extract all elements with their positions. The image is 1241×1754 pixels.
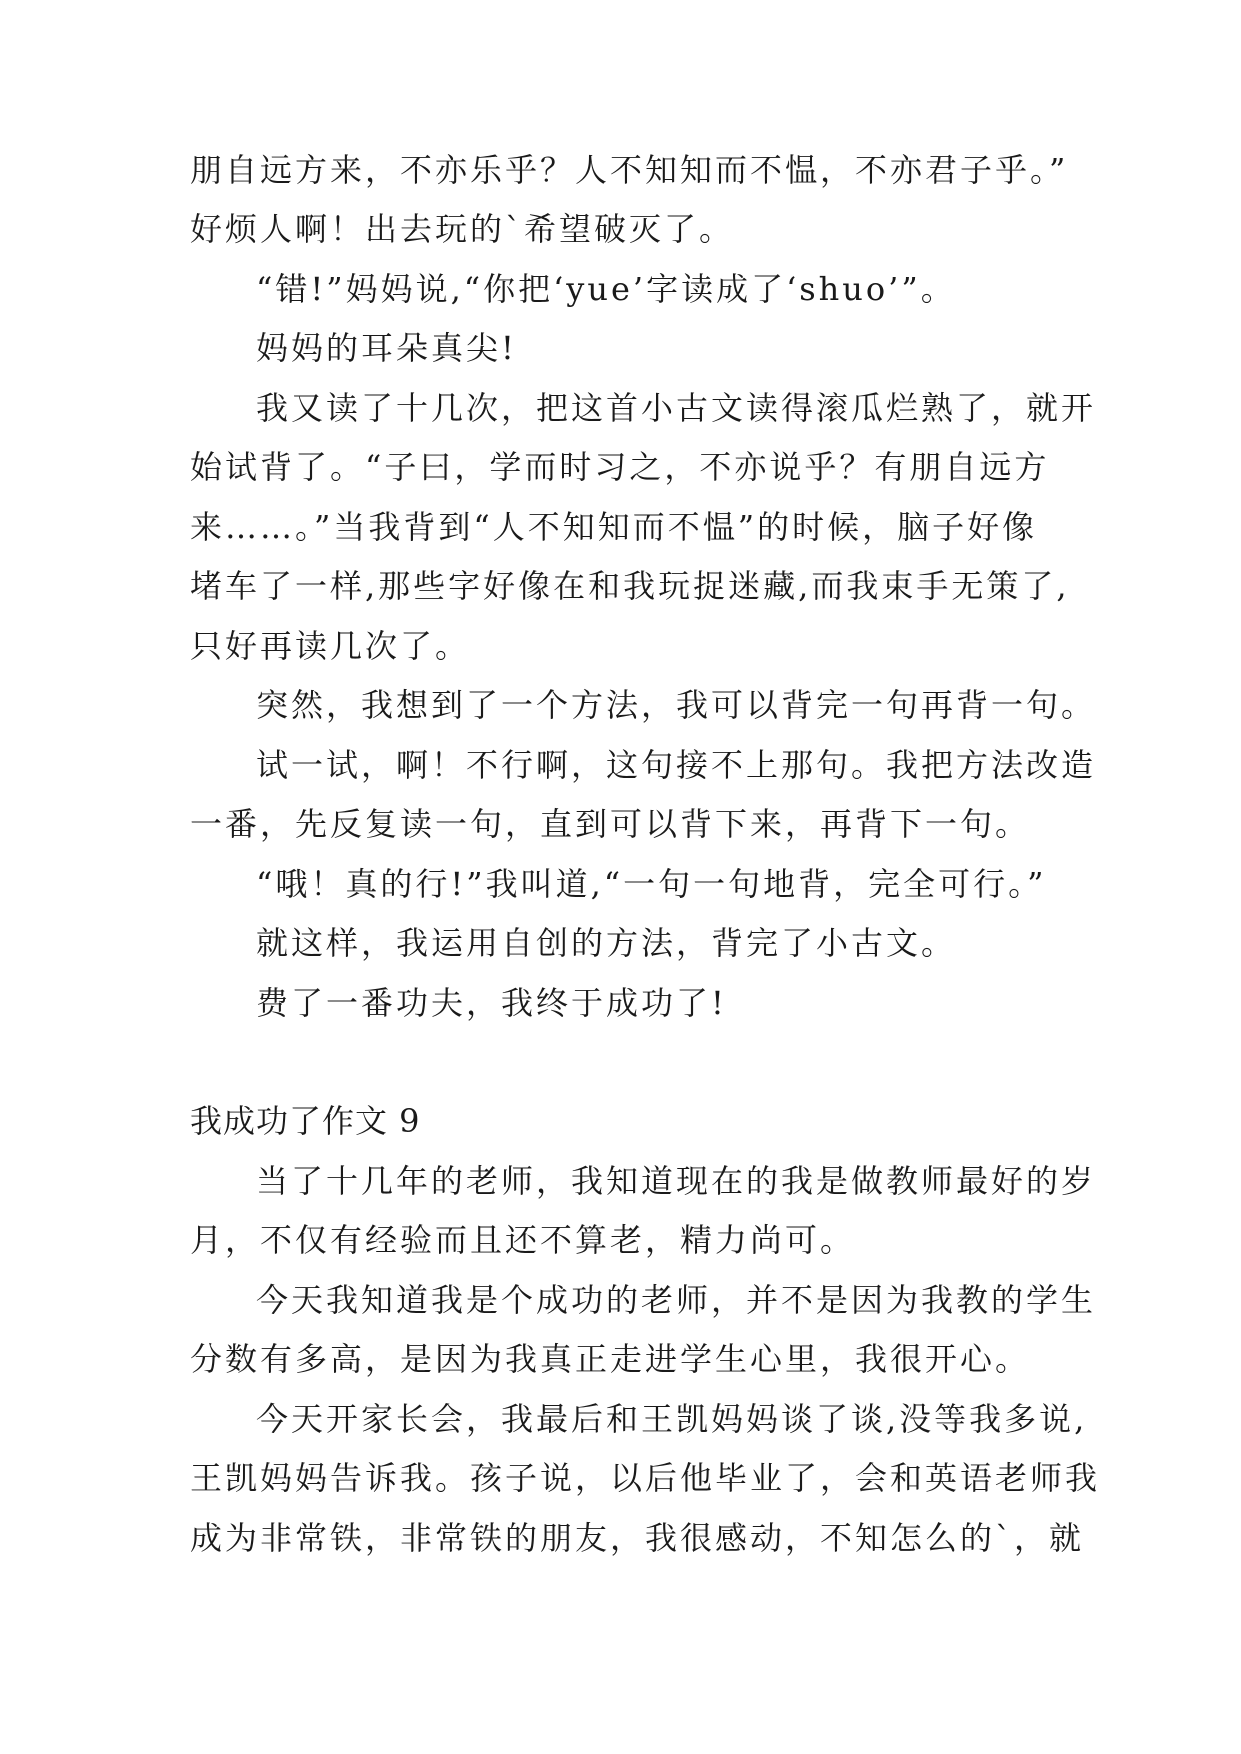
text-line: “错!”妈妈说,“你把‘yue’字读成了‘shuo’”。 [256,270,956,308]
text-line: 费了一番功夫，我终于成功了! [256,984,727,1022]
text-line: 今天开家长会，我最后和王凯妈妈谈了谈,没等我多说, [256,1400,1088,1438]
text-line: 就这样，我运用自创的方法，背完了小古文。 [256,924,957,962]
text-line: 只好再读几次了。 [190,627,471,665]
text-line: 来……。”当我背到“人不知知而不愠”的时候，脑子好像 [190,508,1038,546]
text-line: 始试背了。“子曰，学而时习之，不亦说乎？有朋自远方 [190,448,1050,486]
text-line: 成为非常铁，非常铁的朋友，我很感动，不知怎么的`，就 [190,1519,1085,1557]
text-line: 妈妈的耳朵真尖! [256,329,517,367]
text-line: 王凯妈妈告诉我。孩子说，以后他毕业了，会和英语老师我 [190,1459,1101,1497]
text-line: 好烦人啊！出去玩的`希望破灭了。 [190,210,735,248]
text-line: 试一试，啊！不行啊，这句接不上那句。我把方法改造 [256,746,1097,784]
text-line: “哦！真的行!”我叫道,“一句一句地背，完全可行。” [256,865,1047,903]
text-line: 分数有多高，是因为我真正走进学生心里，我很开心。 [190,1340,1031,1378]
text-line: 朋自远方来，不亦乐乎？人不知知而不愠，不亦君子乎。” [190,151,1069,189]
text-line: 当了十几年的老师，我知道现在的我是做教师最好的岁 [256,1162,1097,1200]
section-heading: 我成功了作文 9 [190,1102,421,1140]
text-line: 今天我知道我是个成功的老师，并不是因为我教的学生 [256,1281,1097,1319]
text-line: 突然，我想到了一个方法，我可以背完一句再背一句。 [256,686,1097,724]
text-line: 堵车了一样,那些字好像在和我玩捉迷藏,而我束手无策了, [190,567,1070,605]
text-line: 我又读了十几次，把这首小古文读得滚瓜烂熟了，就开 [256,389,1097,427]
text-line: 一番，先反复读一句，直到可以背下来，再背下一句。 [190,805,1031,843]
text-line: 月，不仅有经验而且还不算老，精力尚可。 [190,1221,856,1259]
